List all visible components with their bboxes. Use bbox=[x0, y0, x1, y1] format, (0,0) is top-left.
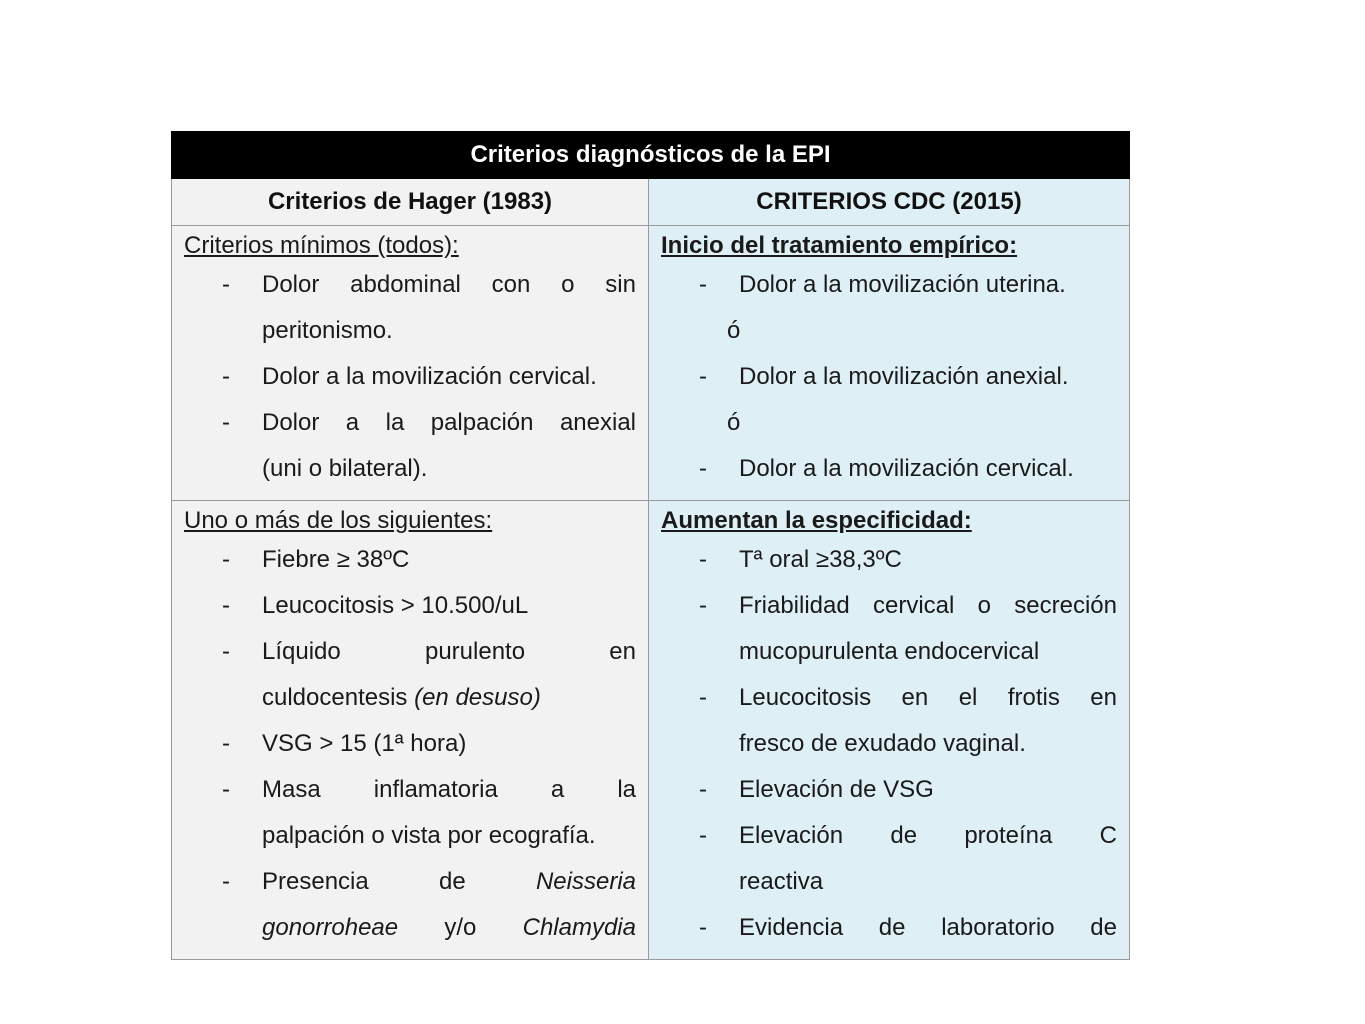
cdc-empirical-list bbox=[649, 262, 1129, 492]
list-item: - Líquido purulento en bbox=[222, 638, 636, 665]
list-item-continuation: palpación o vista por ecografía. bbox=[262, 822, 596, 849]
or-separator: ó bbox=[727, 409, 741, 436]
hager-additional-list bbox=[172, 537, 648, 951]
list-item: - Dolor a la palpación anexial bbox=[222, 409, 636, 436]
table-title: Criterios diagnósticos de la EPI bbox=[172, 132, 1130, 179]
hager-minimum-list bbox=[172, 262, 648, 492]
cdc-header: CRITERIOS CDC (2015) bbox=[649, 179, 1130, 226]
or-separator: ó bbox=[727, 317, 741, 344]
cdc-specificity-list bbox=[649, 537, 1129, 951]
cdc-specificity-cell bbox=[649, 501, 1130, 960]
hager-minimum-criteria-cell bbox=[172, 226, 649, 501]
list-item-continuation: (uni o bilateral). bbox=[262, 455, 428, 482]
list-item: - Friabilidad cervical o secreción bbox=[699, 592, 1117, 619]
list-item: - Tª oral ≥38,3ºC bbox=[699, 546, 902, 573]
hager-additional-heading: Uno o más de los siguientes: bbox=[184, 507, 493, 534]
list-item: - Fiebre ≥ 38ºC bbox=[222, 546, 410, 573]
cdc-specificity-heading: Aumentan la especificidad: bbox=[661, 507, 972, 534]
cdc-empirical-heading: Inicio del tratamiento empírico: bbox=[661, 232, 1018, 259]
cdc-empirical-treatment-cell bbox=[649, 226, 1130, 501]
list-item: - Elevación de proteína C bbox=[699, 822, 1117, 849]
list-item-continuation: peritonismo. bbox=[262, 317, 393, 344]
list-item-continuation: fresco de exudado vaginal. bbox=[739, 730, 1026, 757]
hager-additional-criteria-cell bbox=[172, 501, 649, 960]
list-item: - Leucocitosis en el frotis en bbox=[699, 684, 1117, 711]
list-item: - Masa inflamatoria a la bbox=[222, 776, 636, 803]
list-item: - VSG > 15 (1ª hora) bbox=[222, 730, 467, 757]
list-item-continuation: gonorroheae y/o Chlamydia bbox=[262, 914, 636, 941]
list-item-continuation: mucopurulenta endocervical bbox=[739, 638, 1040, 665]
list-item: - Dolor a la movilización cervical. bbox=[699, 455, 1074, 482]
list-item: - Presencia de Neisseria bbox=[222, 868, 636, 895]
diagnostic-criteria-table-wrapper bbox=[171, 131, 1129, 960]
list-item-continuation: culdocentesis (en desuso) bbox=[262, 684, 541, 711]
diagnostic-criteria-table bbox=[171, 131, 1130, 960]
hager-header: Criterios de Hager (1983) bbox=[172, 179, 649, 226]
list-item: - Evidencia de laboratorio de bbox=[699, 914, 1117, 941]
list-item: - Dolor a la movilización anexial. bbox=[699, 363, 1069, 390]
list-item: - Leucocitosis > 10.500/uL bbox=[222, 592, 529, 619]
list-item: - Dolor abdominal con o sin bbox=[222, 271, 636, 298]
list-item-continuation: reactiva bbox=[739, 868, 824, 895]
list-item: - Elevación de VSG bbox=[699, 776, 934, 803]
list-item: - Dolor a la movilización uterina. bbox=[699, 271, 1066, 298]
list-item: - Dolor a la movilización cervical. bbox=[222, 363, 597, 390]
hager-minimum-heading: Criterios mínimos (todos): bbox=[184, 232, 459, 259]
